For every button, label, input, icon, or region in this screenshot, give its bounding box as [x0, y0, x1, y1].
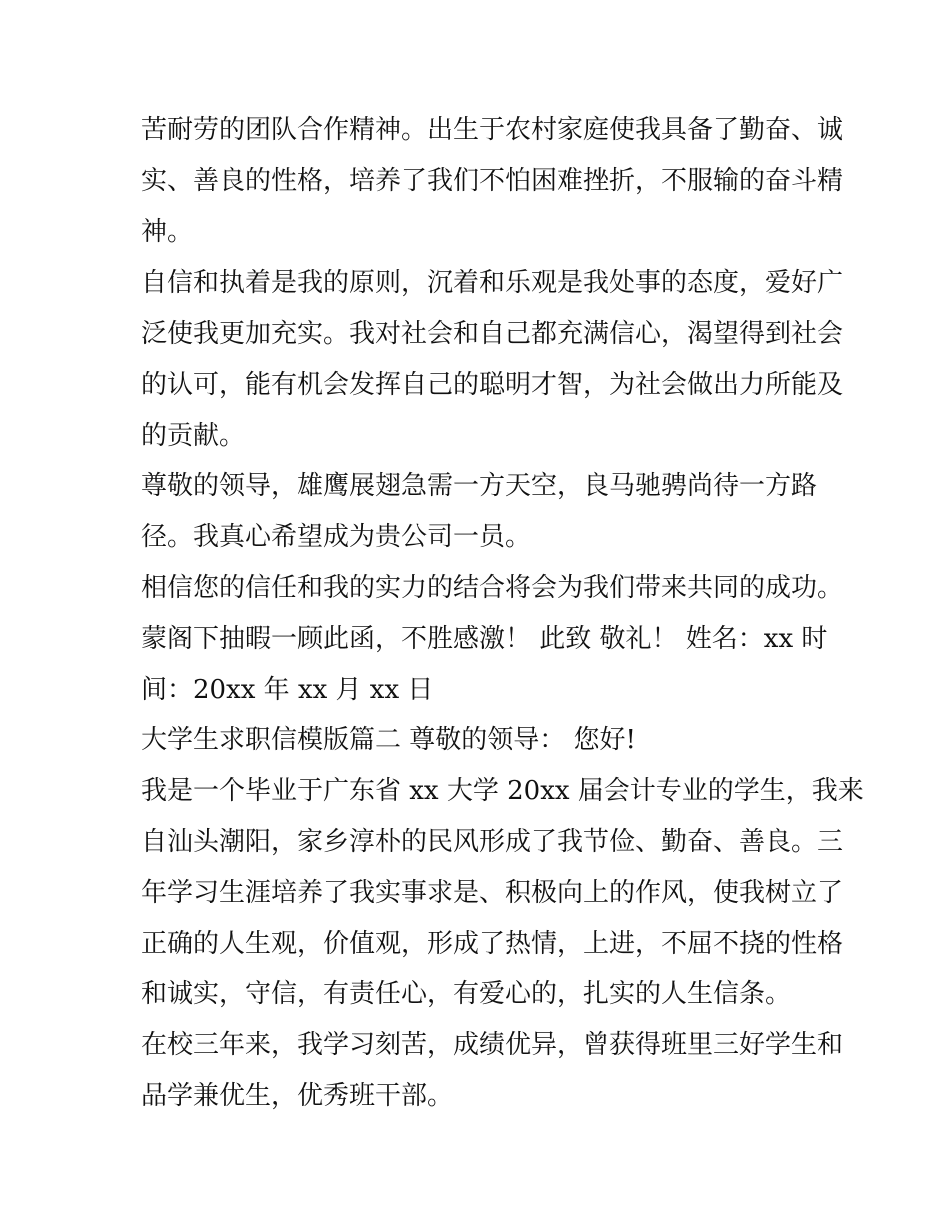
- text-line: 神。: [141, 217, 194, 247]
- text-line: 蒙阁下抽暇一顾此函，不胜感激！ 此致 敬礼！ 姓名：xx 时: [141, 624, 828, 654]
- text-line: 的贡献。: [141, 421, 246, 451]
- text-line: 苦耐劳的团队合作精神。出生于农村家庭使我具备了勤奋、诚: [141, 115, 844, 145]
- text-line: 正确的人生观，价值观，形成了热情，上进，不屈不挠的性格: [141, 929, 844, 959]
- text-line: 我是一个毕业于广东省 xx 大学 20xx 届会计专业的学生，我来: [141, 776, 864, 806]
- text-line: 自信和执着是我的原则，沉着和乐观是我处事的态度，爱好广: [141, 268, 844, 298]
- text-line: 实、善良的性格，培养了我们不怕困难挫折，不服输的奋斗精: [141, 166, 844, 196]
- text-line: 大学生求职信模版篇二 尊敬的领导： 您好!: [141, 725, 636, 755]
- text-line: 自汕头潮阳，家乡淳朴的民风形成了我节俭、勤奋、善良。三: [141, 827, 844, 857]
- text-line: 尊敬的领导，雄鹰展翅急需一方天空，良马驰骋尚待一方路: [141, 471, 818, 501]
- text-line: 年学习生涯培养了我实事求是、积极向上的作风，使我树立了: [141, 878, 844, 908]
- text-line: 和诚实，守信，有责任心，有爱心的，扎实的人生信条。: [141, 979, 792, 1009]
- text-line: 的认可，能有机会发挥自己的聪明才智，为社会做出力所能及: [141, 370, 844, 400]
- text-line: 泛使我更加充实。我对社会和自己都充满信心，渴望得到社会: [141, 319, 844, 349]
- text-line: 间：20xx 年 xx 月 xx 日: [141, 675, 434, 705]
- text-line: 相信您的信任和我的实力的结合将会为我们带来共同的成功。: [141, 573, 844, 603]
- text-line: 径。我真心希望成为贵公司一员。: [141, 522, 532, 552]
- text-line: 在校三年来，我学习刻苦，成绩优异，曾获得班里三好学生和: [141, 1030, 844, 1060]
- text-line: 品学兼优生，优秀班干部。: [141, 1081, 454, 1111]
